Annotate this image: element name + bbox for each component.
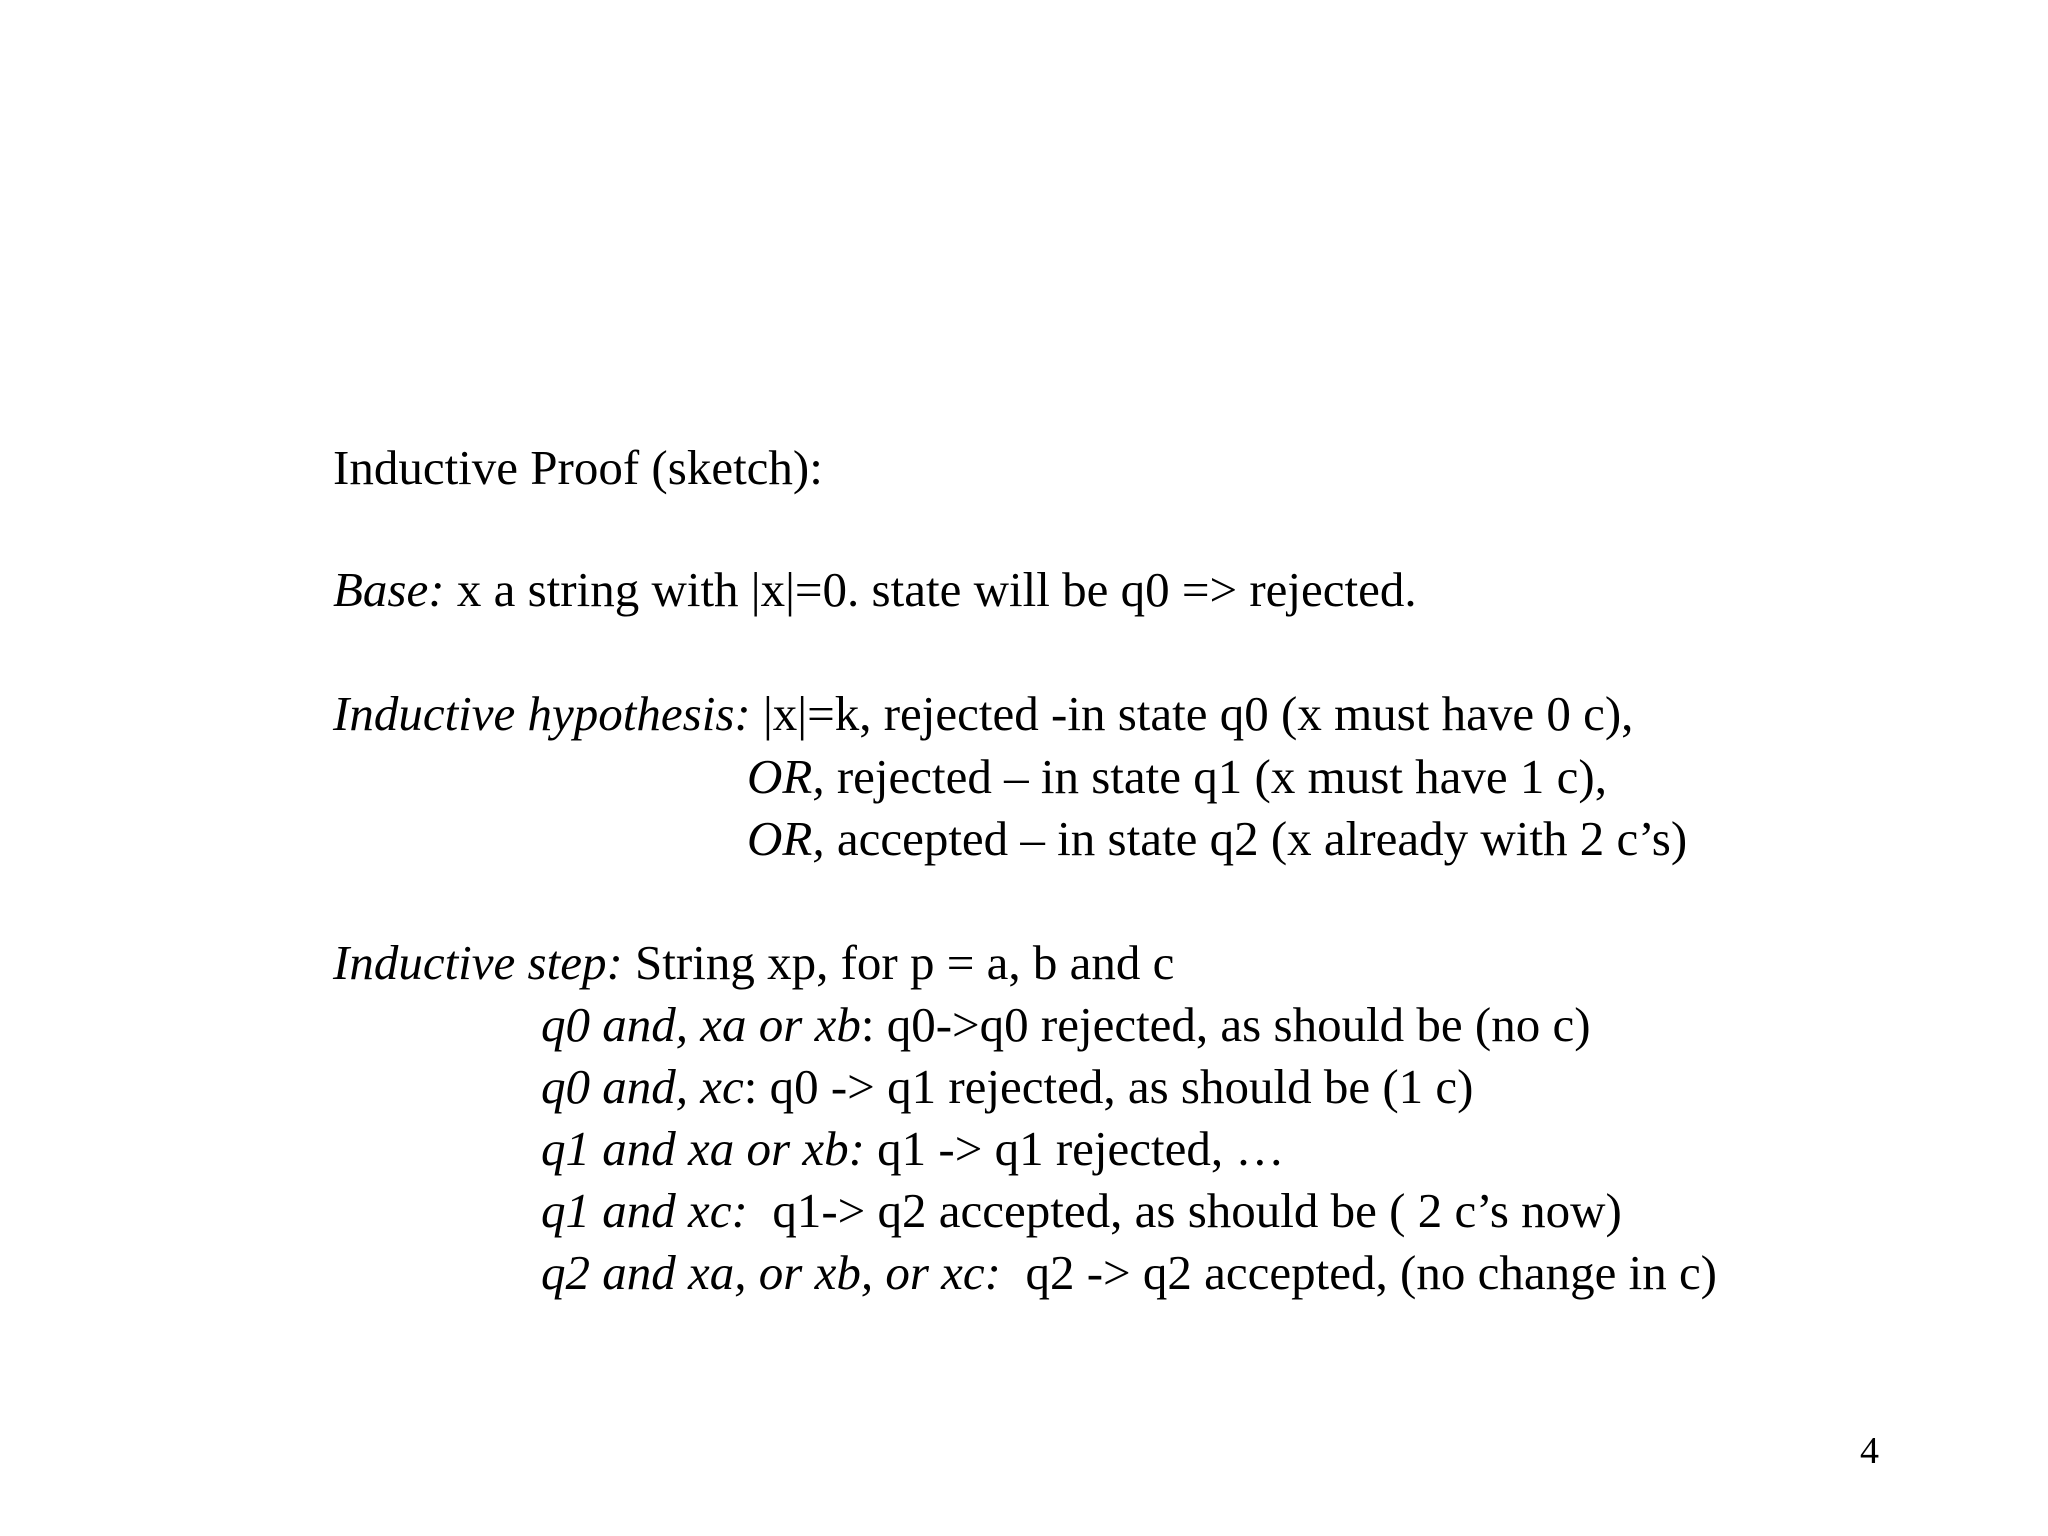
case-label: q0 and, xa or xb — [541, 997, 861, 1052]
case-text: q2 -> q2 accepted, (no change in c) — [1000, 1245, 1718, 1300]
alternative-label: OR, — [747, 749, 825, 804]
step-label: Inductive step: — [333, 935, 623, 990]
case-text: q1 -> q1 rejected, … — [864, 1121, 1285, 1176]
alternative-text: accepted – in state q2 (x already with 2 c’s) — [824, 811, 1688, 866]
step-case-5 — [492, 1183, 1717, 1363]
case-text: : q0 -> q1 rejected, as should be (1 c) — [743, 1059, 1474, 1114]
case-label: q1 and xc: — [541, 1183, 748, 1238]
title-text: Inductive Proof (sketch): — [333, 440, 823, 495]
page-number: 4 — [1860, 1430, 1879, 1472]
hypothesis-text: |x|=k, rejected -in state q0 (x must have 0 c), — [750, 686, 1634, 741]
base-text: x a string with |x|=0. state will be q0 => rejected. — [444, 562, 1417, 617]
alternative-text: rejected – in state q1 (x must have 1 c), — [824, 749, 1607, 804]
step-text: String xp, for p = a, b and c — [622, 935, 1175, 990]
case-text: q1-> q2 accepted, as should be ( 2 c’s now) — [747, 1183, 1622, 1238]
case-label: q2 and xa, or xb, or xc: — [541, 1245, 1001, 1300]
case-label: q0 and, xc — [541, 1059, 744, 1114]
base-label: Base: — [333, 562, 445, 617]
alternative-label: OR, — [747, 811, 825, 866]
case-text: : q0->q0 rejected, as should be (no c) — [860, 997, 1591, 1052]
case-label: q1 and xa or xb: — [541, 1121, 865, 1176]
hypothesis-label: Inductive hypothesis: — [333, 686, 751, 741]
